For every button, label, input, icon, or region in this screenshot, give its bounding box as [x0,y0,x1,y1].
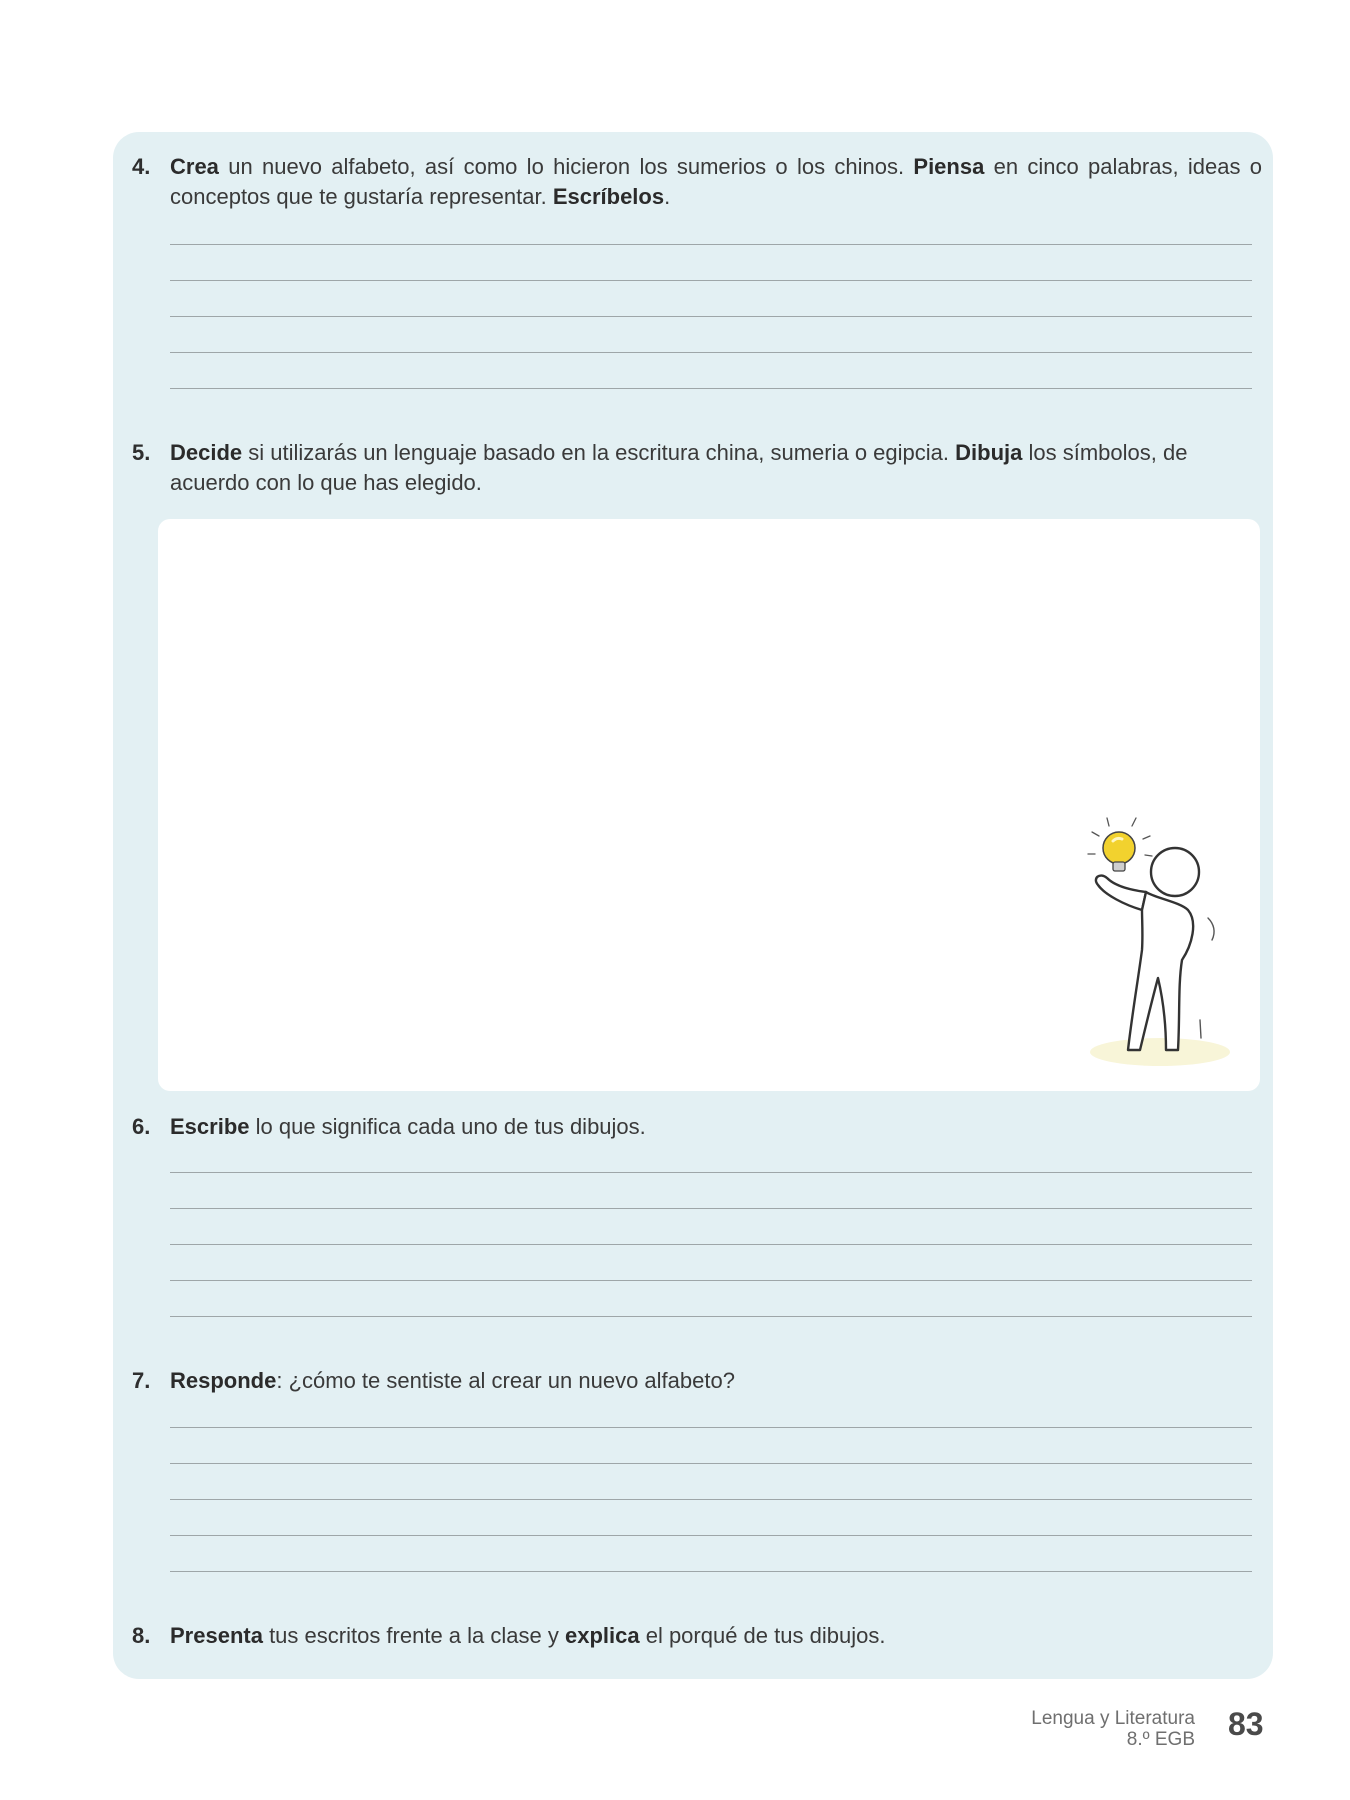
instruction-text: . [664,184,671,209]
activity-text [170,152,1262,212]
keyword: Piensa [913,154,985,179]
activity-text [170,1621,1262,1651]
footer-subject [1031,1708,1195,1750]
keyword: Crea [170,154,219,179]
keyword: Dibuja [955,440,1023,465]
activity-text [170,1112,1262,1142]
activity-8 [132,1621,1262,1651]
activity-number: 8. [132,1623,151,1648]
activity-text [170,1366,1262,1396]
activity-5 [132,438,1262,498]
instruction-text: lo que significa cada uno de tus dibujos. [249,1114,646,1139]
page-number: 83 [1228,1706,1264,1742]
keyword: Decide [170,440,243,465]
instruction-text: en cinco palabras, ideas o conceptos que te gustaría representar. [170,154,1262,209]
instruction-text: el porqué de tus dibujos. [639,1623,886,1648]
keyword: Presenta [170,1623,263,1648]
instruction-text: los símbolos, de acuerdo con lo que has elegido. [170,440,1188,495]
instruction-text: : ¿cómo te sentiste al crear un nuevo alfabeto? [276,1368,735,1393]
activity-4 [132,152,1262,212]
keyword: Escribe [170,1114,250,1139]
keyword: Escríbelos [552,184,665,209]
instruction-text: un nuevo alfabeto, así como lo hicieron los sumerios o los chinos. [218,154,914,179]
activity-number: 4. [132,154,151,179]
instruction-text: si utilizarás un lenguaje basado en la escritura china, sumeria o egipcia. [242,440,956,465]
activity-number: 7. [132,1368,151,1393]
activity-7 [132,1366,1262,1396]
activity-number: 6. [132,1114,151,1139]
keyword: explica [564,1623,640,1648]
person-lightbulb-icon [1080,810,1250,1080]
activity-6 [132,1112,1262,1142]
grade-level: 8.º EGB [1126,1729,1195,1750]
activity-number: 5. [132,440,151,465]
keyword: Responde [170,1368,277,1393]
instruction-text: tus escritos frente a la clase y [262,1623,565,1648]
activity-text [170,438,1262,498]
subject-name: Lengua y Literatura [1031,1708,1195,1729]
